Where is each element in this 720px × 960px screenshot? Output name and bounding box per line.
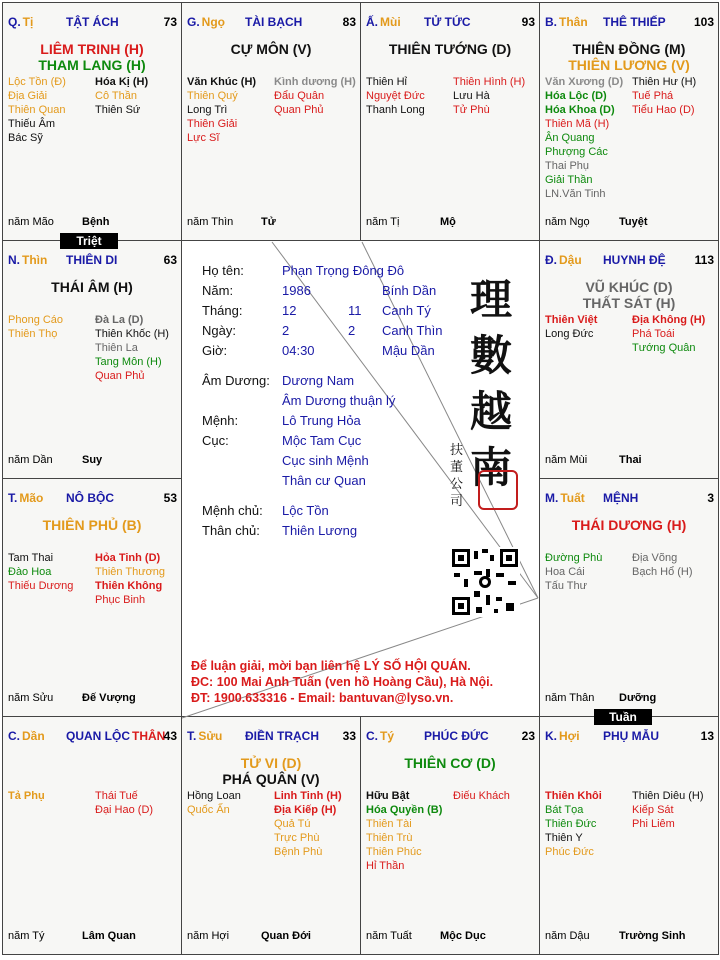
minor-star: Phượng Các: [545, 146, 608, 158]
palace-age: 3: [707, 491, 714, 505]
value-ngay: 2: [282, 323, 290, 338]
value-nam-canchi: Bính Dần: [382, 283, 437, 298]
palace-branch: Tị: [22, 15, 34, 29]
minor-star: Đà La (D): [95, 314, 144, 326]
label-ngay: Ngày:: [202, 323, 236, 338]
palace-stem: Đ.: [545, 253, 557, 267]
minor-star: Thiên Hư (H): [632, 76, 697, 88]
palace-stem: C.: [366, 729, 378, 743]
main-star: THIÊN PHỦ (B): [42, 517, 142, 533]
minor-star: Hóa Lộc (D): [545, 90, 607, 102]
palace-name: NÔ BỘC: [66, 491, 114, 505]
palace-stem: B.: [545, 15, 557, 29]
main-star: THẤT SÁT (H): [582, 295, 676, 311]
palace-year: năm Hợi: [187, 930, 230, 942]
minor-star: Tử Phù: [453, 104, 490, 116]
value-ngay-canchi: Canh Thìn: [382, 323, 443, 338]
minor-star: Thiên Quý: [187, 90, 238, 102]
main-star: THIÊN LƯƠNG (V): [568, 57, 690, 73]
palace-age: 83: [342, 15, 356, 29]
minor-star: Phục Binh: [95, 594, 146, 606]
label-am-duong: Âm Dương:: [202, 373, 270, 388]
qr-code-icon: [450, 547, 520, 617]
minor-star: Thiếu Dương: [8, 580, 74, 592]
palace-branch: Thân: [559, 15, 588, 29]
minor-star: LN.Văn Tinh: [545, 188, 606, 200]
minor-star: Thai Phụ: [545, 160, 590, 172]
palace-year: năm Dần: [8, 454, 53, 466]
value-thang-canchi: Canh Tý: [382, 303, 431, 318]
palace-year: năm Ngọ: [545, 216, 590, 228]
palace-branch: Ngọ: [201, 15, 225, 29]
minor-star: Địa Không (H): [632, 314, 706, 326]
palace-year: năm Mão: [8, 216, 54, 228]
palace-branch: Mão: [19, 491, 44, 505]
minor-star: Lộc Tồn (Đ): [8, 76, 66, 88]
palace-name: HUYNH ĐỆ: [603, 253, 666, 267]
tuan-tag: Tuần: [594, 709, 652, 725]
label-thang: Tháng:: [202, 303, 243, 318]
minor-star: Thái Tuế: [95, 790, 138, 802]
palace-stem: G.: [187, 15, 200, 29]
minor-star: Thiên Thọ: [8, 328, 58, 340]
minor-star: Thiên Diêu (H): [632, 790, 704, 802]
value-ngay-am: 2: [348, 323, 356, 338]
palace-age: 13: [700, 729, 714, 743]
minor-star: Phúc Đức: [545, 846, 594, 858]
palace-phase: Mộc Dục: [440, 930, 486, 942]
palace-name: TÀI BẠCH: [245, 15, 303, 29]
minor-star: Phi Liêm: [632, 818, 675, 830]
minor-star: Đường Phù: [545, 552, 603, 564]
minor-star: Địa Võng: [632, 552, 678, 564]
minor-star: Thanh Long: [366, 104, 425, 116]
minor-star: Thiên Giải: [187, 118, 238, 130]
value-am-duong: Dương Nam: [282, 373, 355, 388]
minor-star: Quốc Ấn: [187, 804, 230, 816]
minor-star: Thiên Sứ: [95, 104, 141, 116]
main-star: TỬ VI (D): [240, 755, 302, 771]
palace-age: 73: [163, 15, 177, 29]
minor-star: Kình dương (H): [274, 76, 356, 88]
minor-star: Long Trì: [187, 104, 228, 116]
label-menh-chu: Mệnh chủ:: [202, 503, 263, 518]
minor-star: Thiên Khôi: [545, 790, 602, 802]
palace-phase: Trường Sinh: [619, 930, 686, 942]
palace-year: năm Mùi: [545, 454, 588, 466]
minor-star: Thiếu Âm: [8, 118, 56, 130]
palace-branch: Dậu: [559, 253, 582, 267]
minor-star: Hữu Bật: [366, 790, 410, 802]
palace-year: năm Sửu: [8, 692, 54, 704]
triet-tag: Triệt: [60, 233, 118, 249]
value-than-chu: Thiên Lương: [282, 523, 358, 538]
main-star: LIÊM TRINH (H): [40, 41, 144, 57]
contact-line-3: ĐT: 1900.633316 - Email: bantuvan@lyso.vn.: [191, 691, 454, 705]
label-gio: Giờ:: [202, 343, 228, 358]
minor-star: Tuế Phá: [632, 90, 674, 102]
minor-star: Thiên Phúc: [366, 846, 422, 858]
minor-star: Thiên Hỉ: [366, 76, 407, 88]
minor-star: Ân Quang: [545, 132, 595, 144]
minor-star: Văn Xương (D): [545, 76, 624, 88]
minor-star: Phá Toái: [632, 328, 675, 340]
minor-star: Tướng Quân: [632, 342, 696, 354]
palace-name: MỆNH: [603, 491, 639, 505]
palace-stem: N.: [8, 253, 20, 267]
value-thang: 12: [282, 303, 297, 318]
palace-year: năm Tuất: [366, 930, 412, 942]
palace-stem: T.: [187, 729, 197, 743]
minor-star: Tiểu Hao (D): [632, 104, 695, 116]
minor-star: Tả Phụ: [8, 790, 45, 802]
seal-stamp: [478, 470, 518, 510]
minor-star: Phong Cáo: [8, 314, 64, 326]
palace-phase: Mộ: [440, 216, 456, 228]
palace-branch: Dần: [22, 729, 45, 743]
minor-star: Quan Phủ: [95, 370, 145, 382]
minor-star: Bát Tọa: [545, 804, 584, 816]
value-am-duong-2: Âm Dương thuận lý: [282, 393, 396, 408]
main-star: VŨ KHÚC (D): [585, 279, 673, 295]
main-star: THAM LANG (H): [38, 57, 146, 73]
minor-star: Điếu Khách: [453, 790, 510, 802]
minor-star: Linh Tinh (H): [274, 790, 342, 802]
minor-star: Văn Khúc (H): [187, 76, 257, 88]
minor-star: Tam Thai: [8, 552, 54, 564]
palace-age: 23: [521, 729, 535, 743]
minor-star: Thiên Khốc (H): [95, 328, 169, 340]
minor-star: Hóa Quyền (B): [366, 804, 443, 816]
minor-star: Long Đức: [545, 328, 594, 340]
minor-star: Hóa Khoa (D): [545, 104, 615, 116]
value-menh-chu: Lộc Tồn: [282, 503, 329, 518]
seal-big-text: 理數越南: [470, 275, 513, 492]
value-cuc: Mộc Tam Cục: [282, 433, 362, 448]
palace-stem: M.: [545, 491, 559, 505]
minor-star: Địa Kiếp (H): [274, 804, 337, 816]
main-star: THIÊN TƯỚNG (D): [388, 41, 512, 57]
minor-star: Quả Tú: [274, 818, 311, 830]
value-cuc-3: Thân cư Quan: [282, 473, 366, 488]
palace-name: PHÚC ĐỨC: [424, 729, 489, 743]
palace-name: PHỤ MẪU: [603, 729, 659, 743]
minor-star: Thiên Quan: [8, 104, 66, 116]
palace-phase: Suy: [82, 454, 103, 466]
minor-star: Thiên Mã (H): [545, 118, 610, 130]
minor-star: Địa Giải: [8, 90, 48, 102]
palace-name: THIÊN DI: [66, 253, 118, 267]
palace-phase: Đế Vượng: [82, 692, 136, 704]
value-menh: Lô Trung Hỏa: [282, 413, 361, 428]
minor-star: Tang Môn (H): [95, 356, 162, 368]
minor-star: Thiên Y: [545, 832, 583, 844]
palace-stem: K.: [545, 729, 557, 743]
minor-star: Hồng Loan: [187, 790, 241, 802]
value-cuc-2: Cục sinh Mệnh: [282, 453, 369, 468]
minor-star: Hỉ Thần: [366, 860, 405, 872]
label-than-chu: Thân chủ:: [202, 523, 260, 538]
palace-than-marker: THÂN: [132, 729, 166, 743]
main-star: THÁI DƯƠNG (H): [571, 517, 687, 533]
minor-star: Lưu Hà: [453, 90, 490, 102]
minor-star: Đào Hoa: [8, 566, 52, 578]
main-star: PHÁ QUÂN (V): [222, 771, 320, 787]
palace-year: năm Dậu: [545, 930, 590, 942]
palace-age: 113: [694, 253, 714, 267]
main-star: THIÊN ĐỒNG (M): [572, 41, 686, 57]
minor-star: Kiếp Sát: [632, 804, 674, 816]
seal-small-text: 扶董公司: [450, 443, 464, 509]
minor-star: Quan Phủ: [274, 104, 324, 116]
palace-branch: Sửu: [198, 729, 223, 743]
palace-age: 93: [521, 15, 535, 29]
contact-line-2: ĐC: 100 Mai Anh Tuấn (ven hồ Hoàng Cầu), Hà Nội.: [191, 675, 494, 689]
minor-star: Thiên Hình (H): [453, 76, 526, 88]
minor-star: Đẩu Quân: [274, 90, 325, 102]
minor-star: Thiên Trù: [366, 832, 413, 844]
main-star: CỰ MÔN (V): [230, 41, 312, 57]
value-nam: 1986: [282, 283, 311, 298]
palace-age: 43: [163, 729, 177, 743]
value-gio: 04:30: [282, 343, 315, 358]
palace-name: QUAN LỘC: [66, 729, 130, 743]
palace-branch: Tuất: [560, 491, 585, 505]
minor-star: Bạch Hổ (H): [632, 566, 693, 578]
palace-stem: Q.: [8, 15, 21, 29]
main-star: THÁI ÂM (H): [51, 279, 133, 295]
minor-star: Thiên Việt: [545, 314, 598, 326]
contact-line-1: Để luận giải, mời bạn liên hệ LÝ SỐ HỘI QUÁN.: [191, 659, 471, 673]
label-cuc: Cục:: [202, 433, 229, 448]
palace-branch: Hợi: [559, 729, 580, 743]
minor-star: Đại Hao (D): [95, 804, 154, 816]
minor-star: Thiên Không: [95, 580, 163, 592]
palace-name: TỬ TỨC: [424, 15, 471, 29]
minor-star: Hỏa Tinh (D): [95, 552, 161, 564]
palace-name: ĐIỀN TRẠCH: [245, 729, 319, 743]
palace-age: 33: [342, 729, 356, 743]
palace-phase: Dưỡng: [619, 692, 657, 704]
palace-year: năm Thân: [545, 692, 595, 704]
palace-stem: C.: [8, 729, 20, 743]
minor-star: Tấu Thư: [545, 580, 588, 592]
palace-phase: Lâm Quan: [82, 930, 136, 942]
minor-star: Cô Thần: [95, 90, 137, 102]
palace-year: năm Tị: [366, 216, 400, 228]
palace-phase: Tử: [261, 216, 276, 228]
palace-year: năm Tý: [8, 930, 45, 942]
minor-star: Thiên Thương: [95, 566, 166, 578]
minor-star: Thiên Đức: [545, 818, 597, 830]
palace-age: 63: [163, 253, 177, 267]
value-thang-am: 11: [348, 303, 362, 318]
palace-branch: Thìn: [22, 253, 48, 267]
label-menh: Mệnh:: [202, 413, 239, 428]
main-star: THIÊN CƠ (D): [404, 755, 496, 771]
palace-year: năm Thìn: [187, 216, 234, 228]
palace-name: TẬT ÁCH: [66, 15, 119, 29]
palace-stem: T.: [8, 491, 18, 505]
minor-star: Thiên La: [95, 342, 138, 354]
minor-star: Bác Sỹ: [8, 132, 43, 144]
value-ho-ten: Phạn Trọng Đông Đô: [282, 263, 405, 278]
minor-star: Trực Phù: [274, 832, 320, 844]
palace-phase: Quan Đới: [261, 930, 311, 942]
palace-phase: Thai: [619, 454, 642, 466]
palace-branch: Mùi: [380, 15, 401, 29]
minor-star: Giải Thần: [545, 174, 593, 186]
minor-star: Bệnh Phù: [274, 846, 323, 858]
minor-star: Lực Sĩ: [187, 132, 220, 144]
palace-age: 103: [693, 15, 714, 29]
minor-star: Nguyệt Đức: [366, 90, 425, 102]
palace-stem: Ấ.: [366, 15, 378, 29]
palace-branch: Tý: [380, 729, 395, 743]
palace-age: 53: [163, 491, 177, 505]
palace-phase: Bệnh: [82, 216, 110, 228]
label-nam: Năm:: [202, 283, 234, 298]
value-gio-canchi: Mậu Dần: [382, 343, 435, 358]
minor-star: Hoa Cái: [545, 566, 585, 578]
palace-name: THÊ THIẾP: [603, 15, 666, 29]
label-ho-ten: Họ tên:: [202, 263, 244, 278]
palace-phase: Tuyệt: [619, 216, 648, 228]
minor-star: Hóa Kị (H): [95, 76, 149, 88]
minor-star: Thiên Tài: [366, 818, 412, 830]
